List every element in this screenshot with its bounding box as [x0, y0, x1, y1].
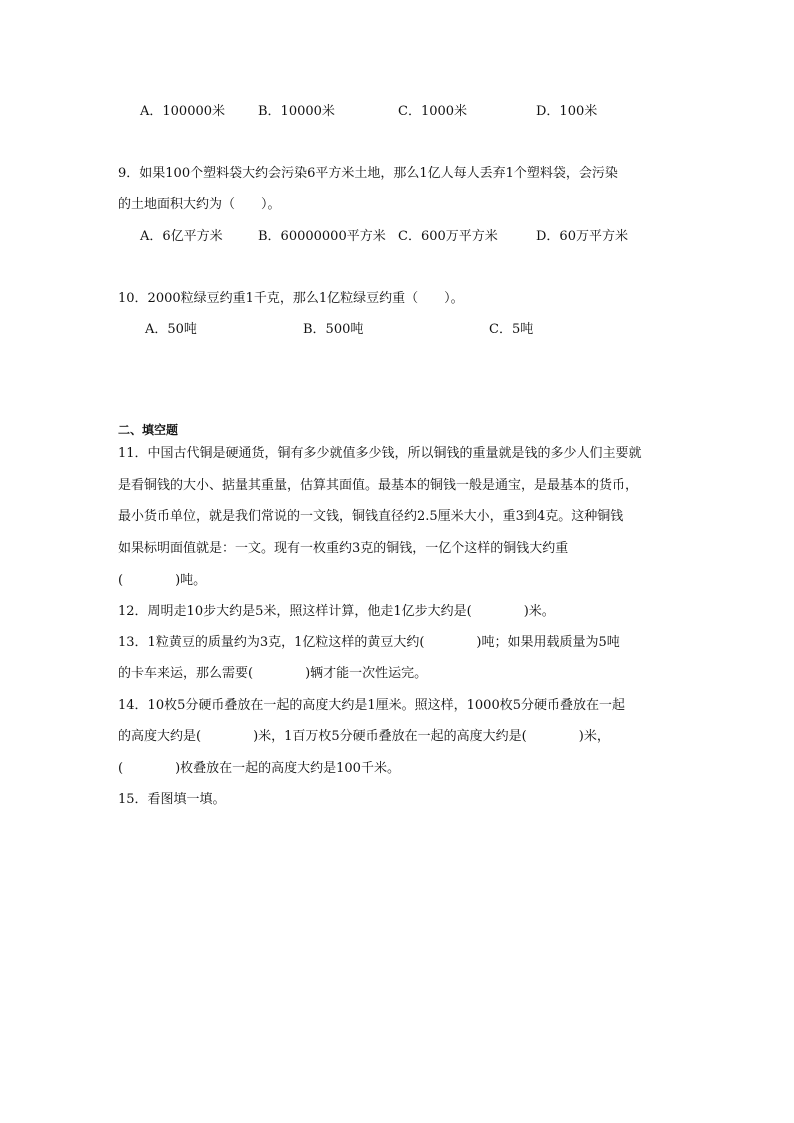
section-title-fill-in: 二、填空题	[118, 423, 179, 437]
q8-option-a: A．100000米	[140, 104, 226, 119]
q10-option-c: C．5吨	[489, 322, 534, 337]
q15-text-line1: 15．看图填一填。	[118, 792, 226, 807]
q14-text-line3: ( )枚叠放在一起的高度大约是100千米。	[118, 761, 400, 776]
q11-text-line3: 最小货币单位，就是我们常说的一文钱，铜钱直径约2.5厘米大小，重3到4克。这种铜钱	[118, 509, 624, 524]
q13-text-line2: 的卡车来运，那么需要( )辆才能一次性运完。	[118, 666, 428, 681]
q11-text-line2: 是看铜钱的大小、掂量其重量，估算其面值。最基本的铜钱一般是通宝，是最基本的货币，	[118, 478, 639, 493]
q9-text-line1: 9．如果100个塑料袋大约会污染6平方米土地，那么1亿人每人丢弃1个塑料袋，会污染	[118, 166, 618, 181]
q12-text-line1: 12．周明走10步大约是5米，照这样计算，他走1亿步大约是( )米。	[118, 604, 555, 619]
q13-text-line1: 13．1粒黄豆的质量约为3克，1亿粒这样的黄豆大约( )吨；如果用载质量为5吨	[118, 635, 620, 650]
q9-text-line2: 的土地面积大约为（ ）。	[118, 197, 281, 212]
q9-option-d: D．60万平方米	[536, 229, 628, 244]
q10-text-line1: 10．2000粒绿豆约重1千克，那么1亿粒绿豆约重（ ）。	[118, 291, 464, 306]
q8-option-d: D．100米	[536, 104, 598, 119]
q14-text-line1: 14．10枚5分硬币叠放在一起的高度大约是1厘米。照这样，1000枚5分硬币叠放在一起	[118, 698, 625, 713]
q10-option-a: A．50吨	[145, 322, 197, 337]
q9-option-a: A．6亿平方米	[140, 229, 223, 244]
q11-text-line4: 如果标明面值就是：一文。现有一枚重约3克的铜钱，一亿个这样的铜钱大约重	[118, 541, 569, 556]
q8-option-b: B．10000米	[258, 104, 335, 119]
q11-text-line5: ( )吨。	[118, 573, 207, 588]
q9-option-c: C．600万平方米	[398, 229, 498, 244]
q11-text-line1: 11．中国古代铜是硬通货，铜有多少就值多少钱，所以铜钱的重量就是钱的多少人们主要就	[118, 446, 642, 461]
q14-text-line2: 的高度大约是( )米，1百万枚5分硬币叠放在一起的高度大约是( )米，	[118, 729, 610, 744]
q9-option-b: B．60000000平方米	[258, 229, 386, 244]
q8-option-c: C．1000米	[398, 104, 468, 119]
q10-option-b: B．500吨	[303, 322, 364, 337]
